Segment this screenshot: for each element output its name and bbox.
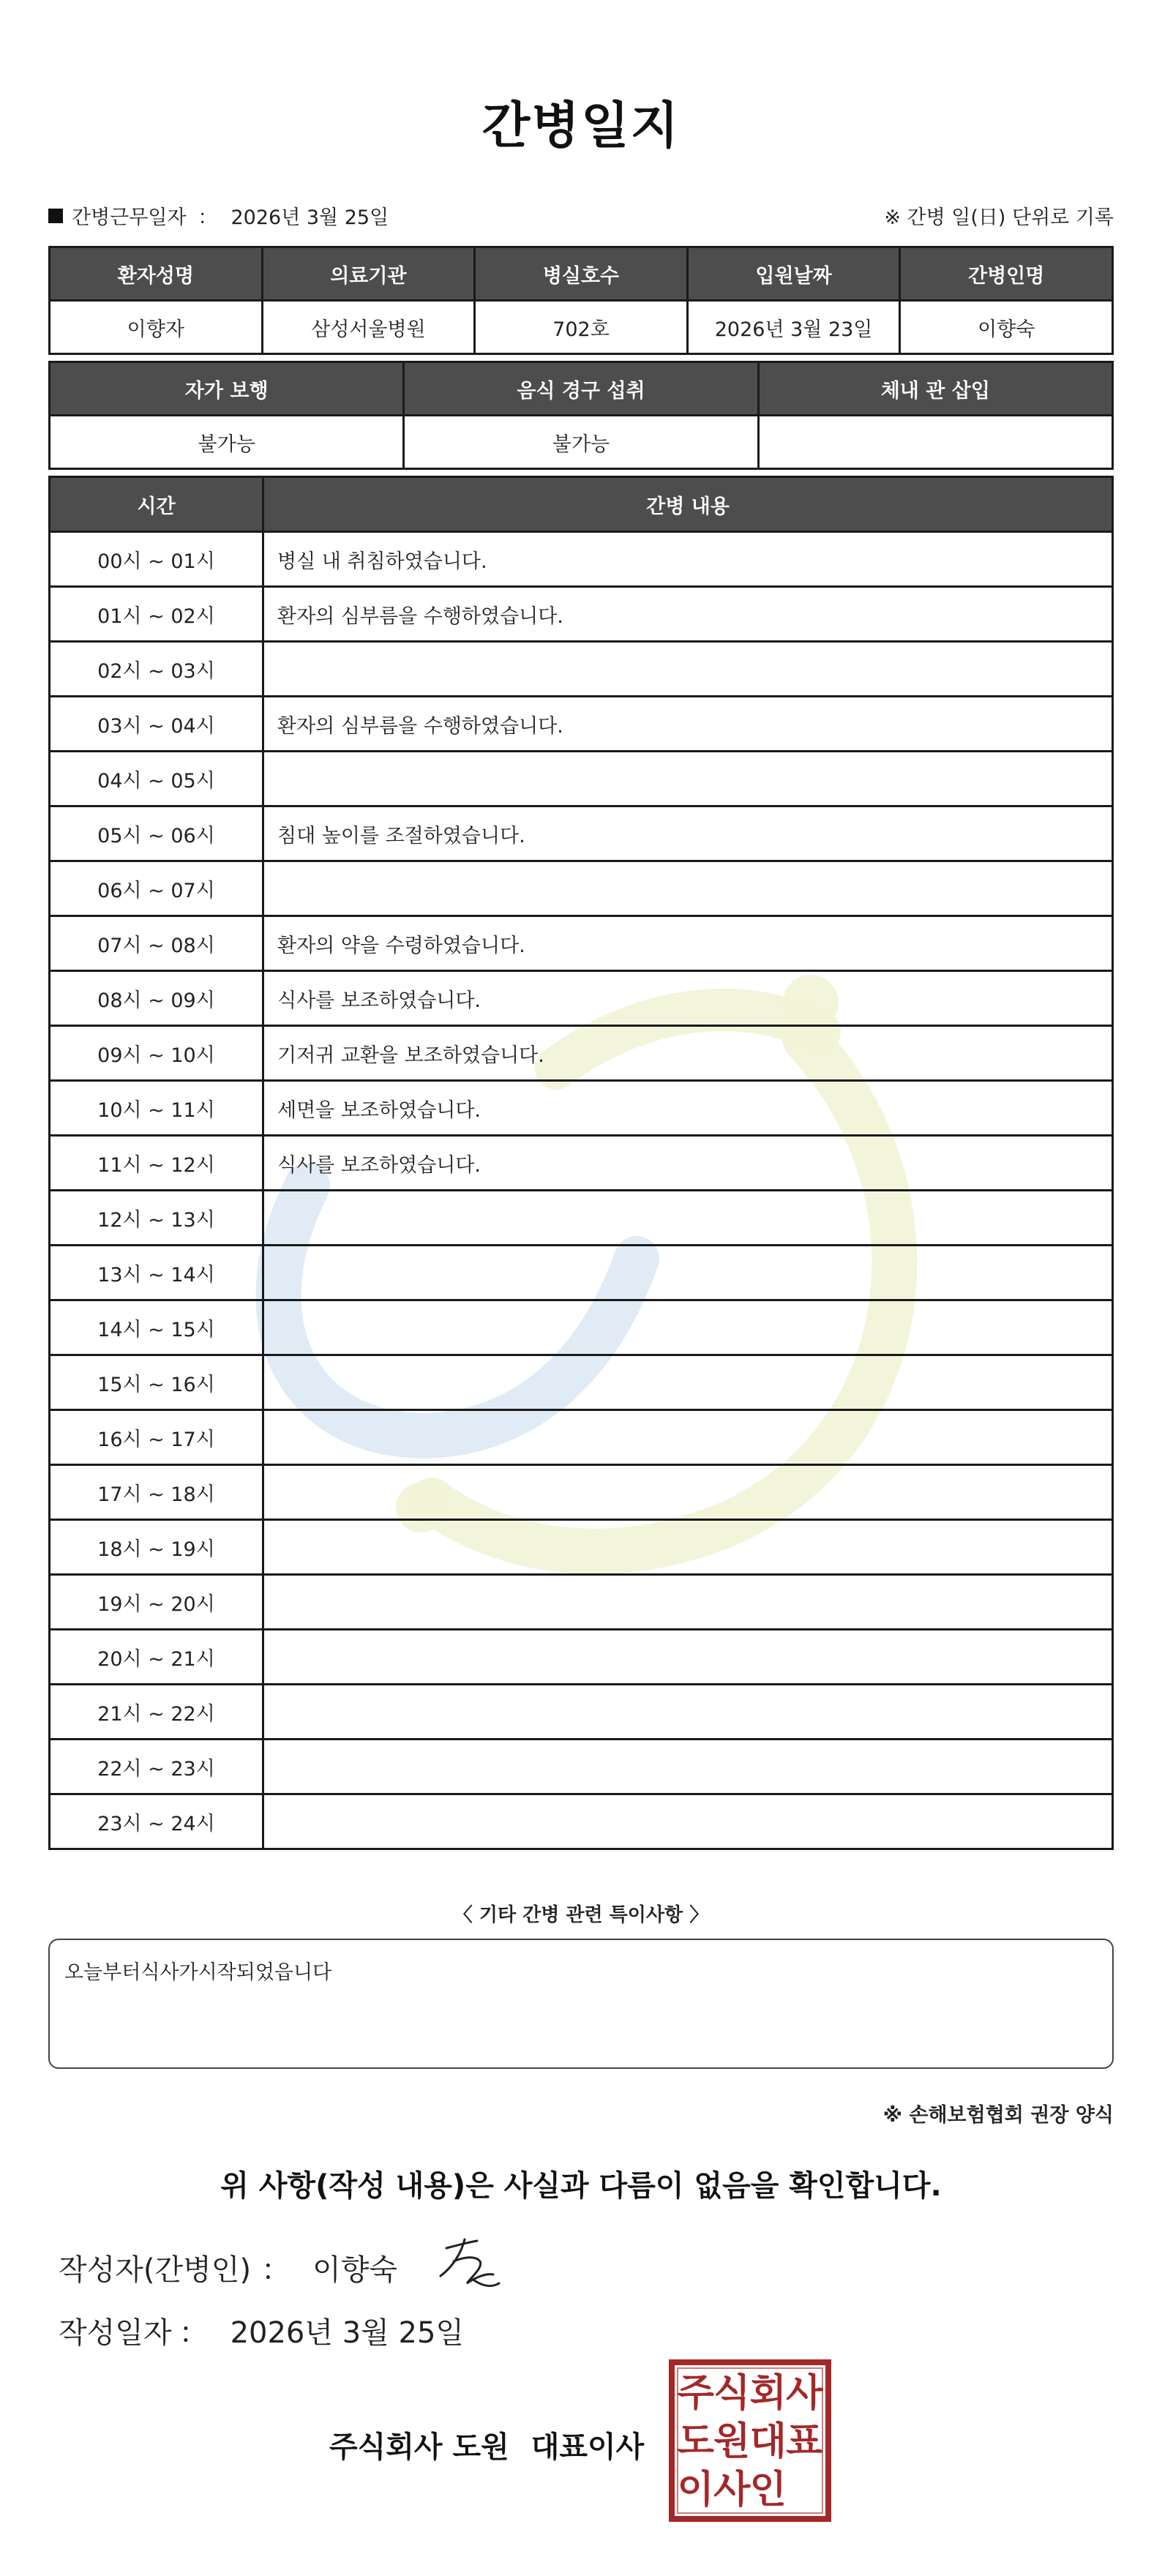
seal-glyph: 회	[749, 2371, 787, 2416]
care-content-cell: 기저귀 교환을 보조하였습니다.	[263, 1026, 1113, 1081]
time-cell: 23시 ~ 24시	[50, 1794, 263, 1849]
table-row	[50, 1081, 1113, 1136]
care-content-cell	[263, 1300, 1113, 1355]
status-value-row	[50, 416, 1113, 469]
care-content-cell	[263, 1520, 1113, 1575]
header-hospital: 의료기관	[262, 247, 475, 301]
table-row	[50, 1520, 1113, 1575]
admission-date-value: 2026년 3월 23일	[687, 301, 900, 354]
care-content-cell: 식사를 보조하였습니다.	[263, 971, 1113, 1026]
care-content-cell	[263, 1740, 1113, 1794]
ceo-label: 대표이사	[531, 2430, 645, 2464]
patient-header-row	[50, 247, 1113, 301]
table-row	[50, 861, 1113, 916]
time-cell: 11시 ~ 12시	[50, 1136, 263, 1191]
care-content-cell	[263, 1685, 1113, 1740]
work-date-label: 간병근무일자	[72, 206, 187, 229]
table-row	[50, 1740, 1113, 1794]
handwritten-signature	[432, 2232, 512, 2298]
time-cell: 20시 ~ 21시	[50, 1630, 263, 1685]
time-cell: 01시 ~ 02시	[50, 587, 263, 642]
work-date-line	[48, 201, 389, 230]
header-self-walking: 자가 보행	[50, 362, 404, 416]
table-row	[50, 916, 1113, 971]
care-content-cell: 침대 높이를 조절하였습니다.	[263, 806, 1113, 861]
special-notes-box: 오늘부터식사가시작되었읍니다	[48, 1939, 1114, 2069]
seal-glyph: 대	[749, 2419, 787, 2464]
work-date-value: 2026년 3월 25일	[230, 206, 389, 229]
care-content-cell	[263, 1355, 1113, 1410]
care-content-cell	[263, 642, 1113, 697]
hospital-value: 삼성서울병원	[262, 301, 475, 354]
seal-glyph: 사	[713, 2468, 751, 2512]
special-notes-title: 〈 기타 간병 관련 특이사항 〉	[453, 1904, 709, 1926]
care-content-cell: 환자의 심부름을 수행하였습니다.	[263, 587, 1113, 642]
time-cell: 07시 ~ 08시	[50, 916, 263, 971]
care-content-cell	[263, 1410, 1113, 1465]
care-content-cell	[263, 1575, 1113, 1630]
table-row	[50, 697, 1113, 752]
time-cell: 04시 ~ 05시	[50, 752, 263, 806]
seal-glyph: 이	[677, 2468, 714, 2512]
table-row	[50, 806, 1113, 861]
author-name: 이향숙	[312, 2253, 397, 2287]
time-cell: 16시 ~ 17시	[50, 1410, 263, 1465]
seal-glyph: 인	[749, 2468, 787, 2512]
time-cell: 21시 ~ 22시	[50, 1685, 263, 1740]
time-cell: 12시 ~ 13시	[50, 1191, 263, 1246]
time-cell: 05시 ~ 06시	[50, 806, 263, 861]
company-line	[329, 2424, 644, 2465]
header-time: 시간	[50, 477, 263, 532]
patient-info-table	[48, 246, 1114, 355]
care-content-cell	[263, 1246, 1113, 1300]
time-cell: 14시 ~ 15시	[50, 1300, 263, 1355]
company-seal-stamp	[667, 2358, 833, 2523]
table-row	[50, 1300, 1113, 1355]
care-content-cell: 식사를 보조하였습니다.	[263, 1136, 1113, 1191]
log-header-row	[50, 477, 1113, 532]
table-row	[50, 1136, 1113, 1191]
confirmation-statement: 위 사항(작성 내용)은 사실과 다름이 없음을 확인합니다.	[220, 2169, 942, 2203]
time-cell: 06시 ~ 07시	[50, 861, 263, 916]
table-row	[50, 532, 1113, 587]
header-oral-intake: 음식 경구 섭취	[404, 362, 758, 416]
care-content-cell: 환자의 약을 수령하였습니다.	[263, 916, 1113, 971]
patient-name-value: 이향자	[50, 301, 263, 354]
table-row	[50, 1191, 1113, 1246]
care-content-cell	[263, 861, 1113, 916]
table-row	[50, 1355, 1113, 1410]
table-row	[50, 642, 1113, 697]
time-cell: 22시 ~ 23시	[50, 1740, 263, 1794]
care-content-cell	[263, 1465, 1113, 1520]
work-date-separator: ：	[198, 206, 218, 229]
seal-glyph: 표	[786, 2419, 823, 2464]
seal-glyph: 주	[677, 2371, 714, 2416]
seal-glyph: 사	[786, 2371, 823, 2416]
patient-status-table	[48, 361, 1114, 470]
table-row	[50, 1630, 1113, 1685]
company-name: 주식회사 도원	[329, 2430, 509, 2464]
time-cell: 09시 ~ 10시	[50, 1026, 263, 1081]
table-row	[50, 587, 1113, 642]
time-cell: 19시 ~ 20시	[50, 1575, 263, 1630]
care-log-table	[48, 476, 1114, 1850]
write-date-value: 2026년 3월 25일	[230, 2316, 465, 2350]
header-patient-name: 환자성명	[50, 247, 263, 301]
time-cell: 02시 ~ 03시	[50, 642, 263, 697]
table-row	[50, 1465, 1113, 1520]
write-date-separator: ：	[179, 2316, 209, 2350]
care-content-cell	[263, 1794, 1113, 1849]
time-cell: 17시 ~ 18시	[50, 1465, 263, 1520]
header-tube-insertion: 체내 관 삽입	[758, 362, 1112, 416]
oral-intake-value: 불가능	[404, 416, 758, 469]
patient-value-row	[50, 301, 1113, 354]
table-row	[50, 1246, 1113, 1300]
seal-glyph: 식	[713, 2371, 751, 2416]
table-row	[50, 1685, 1113, 1740]
header-room-number: 병실호수	[475, 247, 688, 301]
header-admission-date: 입원날짜	[687, 247, 900, 301]
care-content-cell: 병실 내 취침하였습니다.	[263, 532, 1113, 587]
care-content-cell	[263, 752, 1113, 806]
author-label: 작성자(간병인)	[59, 2253, 252, 2287]
write-date-line	[59, 2310, 464, 2351]
time-cell: 15시 ~ 16시	[50, 1355, 263, 1410]
author-separator: ：	[261, 2253, 291, 2287]
caregiver-name-value: 이향숙	[900, 301, 1113, 354]
document-title: 간병일지	[481, 97, 681, 155]
room-number-value: 702호	[475, 301, 688, 354]
care-content-cell: 세면을 보조하였습니다.	[263, 1081, 1113, 1136]
seal-glyph: 원	[713, 2419, 751, 2464]
table-row	[50, 1794, 1113, 1849]
self-walking-value: 불가능	[50, 416, 404, 469]
table-row	[50, 1410, 1113, 1465]
time-cell: 08시 ~ 09시	[50, 971, 263, 1026]
status-header-row	[50, 362, 1113, 416]
unit-note: ※ 간병 일(日) 단위로 기록	[884, 206, 1114, 229]
author-line	[59, 2247, 397, 2288]
time-cell: 13시 ~ 14시	[50, 1246, 263, 1300]
header-caregiver-name: 간병인명	[900, 247, 1113, 301]
care-content-cell	[263, 1191, 1113, 1246]
square-bullet-icon	[48, 209, 63, 223]
table-row	[50, 752, 1113, 806]
header-care-content: 간병 내용	[263, 477, 1113, 532]
tube-insertion-value	[758, 416, 1112, 469]
seal-glyph: 도	[677, 2419, 714, 2464]
time-cell: 10시 ~ 11시	[50, 1081, 263, 1136]
care-content-cell	[263, 1630, 1113, 1685]
time-cell: 18시 ~ 19시	[50, 1520, 263, 1575]
write-date-label: 작성일자	[59, 2316, 172, 2350]
time-cell: 00시 ~ 01시	[50, 532, 263, 587]
table-row	[50, 1026, 1113, 1081]
care-content-cell: 환자의 심부름을 수행하였습니다.	[263, 697, 1113, 752]
table-row	[50, 971, 1113, 1026]
table-row	[50, 1575, 1113, 1630]
recommended-form-note: ※ 손해보험협회 권장 양식	[882, 2104, 1114, 2127]
time-cell: 03시 ~ 04시	[50, 697, 263, 752]
